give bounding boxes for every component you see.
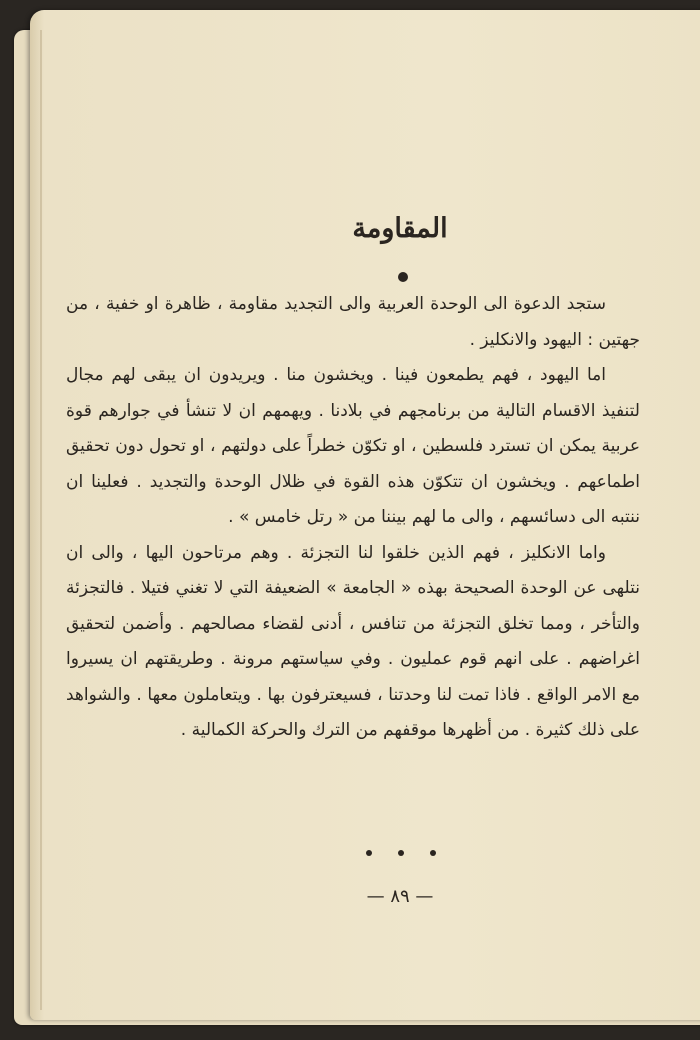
body-text	[66, 287, 640, 749]
paragraph-1: ستجد الدعوة الى الوحدة العربية والى التجديد مقاومة ، ظاهرة او خفية ، من جهتين : اليهود والانكليز .	[66, 294, 640, 350]
section-end-dots	[366, 850, 436, 858]
paragraph-3: واما الانكليز ، فهم الذين خلقوا لنا التجزئة . وهم مرتاحون اليها ، والى ان نتلهى عن الوحدة الصحيحة بهذه « الجامعة » الضعيفة التي لا تغني فتيلا . فالتجزئة والتأخر ، ومما تخلق التجزئة من تنافس ، أدنى لقضاء مصالحهم . وأضمن لتحقيق اغراضهم . على انهم قوم عمليون . وفي سياستهم مرونة . وطريقتهم ان يسيروا مع الامر الواقع . فاذا تمت لنا وحدتنا ، فسيعترفون بها . ويتعاملون معها . والشواهد على ذلك كثيرة . من أظهرها موقفهم من الترك والحركة الكمالية .	[66, 542, 640, 740]
chapter-title: المقاومة	[352, 213, 448, 244]
end-dot	[398, 850, 404, 856]
paragraph-2: اما اليهود ، فهم يطمعون فينا . ويخشون منا . ويريدون ان يبقى لهم مجال لتنفيذ الاقسام التالية من برنامجهم في بلادنا . ويهمهم ان لا تنشأ في جوارهم قوة عربية يمكن ان تسترد فلسطين ، او تكوّن خطراً على دولتهم ، او تحول دون تحقيق اطماعهم . ويخشون ان تتكوّن هذه القوة في ظلال الوحدة والتجديد . فعلينا ان ننتبه الى دسائسهم ، والى ما لهم بيننا من « رتل خامس » .	[66, 365, 640, 527]
title-ornament-dot	[398, 272, 408, 282]
end-dot	[366, 850, 372, 856]
end-dot	[430, 850, 436, 856]
page-number: — ٨٩ —	[366, 886, 434, 907]
